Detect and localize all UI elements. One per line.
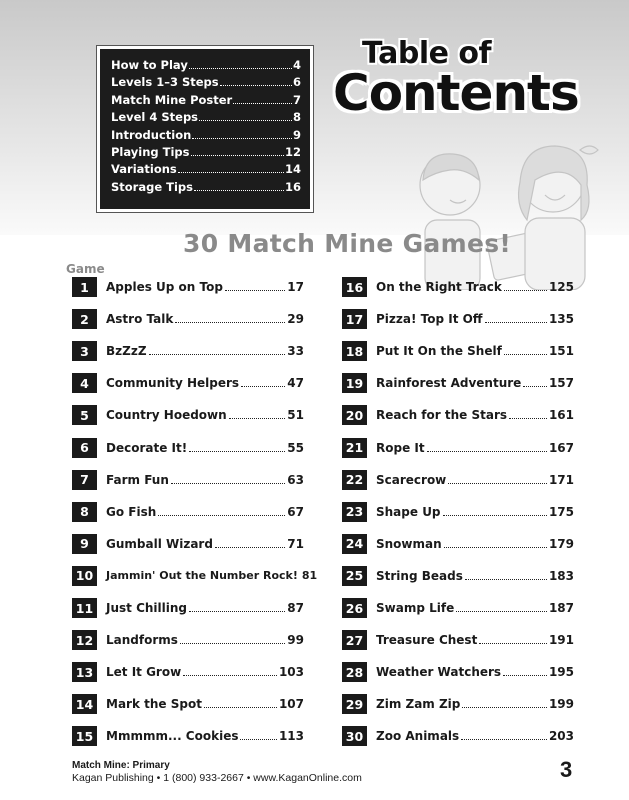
game-row[interactable] (342, 438, 574, 458)
game-number-badge: 15 (72, 726, 97, 746)
toc-item-page: 8 (292, 110, 301, 125)
leader-dots (189, 610, 285, 612)
leader-dots (240, 738, 276, 740)
game-name: Weather Watchers (376, 665, 502, 680)
toc-item-page: 6 (292, 75, 301, 90)
game-column-label: Game (66, 262, 105, 276)
leader-dots (225, 289, 285, 291)
game-page: 199 (548, 697, 574, 712)
leader-dots (220, 84, 292, 86)
game-number-badge: 12 (72, 630, 97, 650)
game-row[interactable] (72, 277, 304, 297)
game-number-badge: 25 (342, 566, 367, 586)
game-row[interactable] (342, 341, 574, 361)
toc-item-label: Levels 1–3 Steps (111, 75, 219, 90)
game-row[interactable] (72, 438, 304, 458)
game-page: 195 (548, 665, 574, 680)
game-number-badge: 14 (72, 694, 97, 714)
game-page: 33 (287, 344, 304, 359)
game-name: Zoo Animals (376, 729, 460, 744)
game-name: Rainforest Adventure (376, 376, 522, 391)
game-row[interactable] (72, 502, 304, 522)
toc-item-page: 7 (292, 92, 301, 107)
leader-dots (523, 385, 547, 387)
game-page: 125 (548, 280, 574, 294)
game-page: 67 (287, 504, 304, 519)
leader-dots (504, 353, 547, 355)
game-row[interactable] (342, 694, 574, 714)
game-name: Jammin' Out the Number Rock! (106, 569, 298, 583)
game-number-badge: 30 (342, 726, 367, 746)
game-number-badge: 13 (72, 662, 97, 682)
game-page: 175 (548, 504, 574, 519)
game-name: Shape Up (376, 504, 441, 519)
game-page: 51 (287, 408, 304, 423)
game-page: 183 (548, 568, 574, 583)
game-name: Landforms (106, 633, 178, 648)
game-row[interactable] (72, 662, 304, 682)
game-number-badge: 18 (342, 341, 367, 361)
leader-dots (191, 154, 284, 156)
games-heading: 30 Match Mine Games! (183, 229, 512, 258)
leader-dots (229, 417, 286, 419)
game-number-badge: 7 (72, 470, 97, 490)
leader-dots (178, 171, 284, 173)
game-name: String Beads (376, 568, 463, 583)
game-page: 47 (287, 376, 304, 391)
toc-item-label: How to Play (111, 58, 188, 72)
game-row[interactable] (342, 502, 574, 522)
leader-dots (444, 546, 547, 548)
toc-item[interactable] (111, 127, 301, 144)
game-page: 55 (287, 440, 304, 455)
game-name: Decorate It! (106, 440, 188, 455)
toc-item-label: Match Mine Poster (111, 92, 233, 107)
game-page: 87 (287, 601, 304, 615)
game-page: 167 (548, 440, 574, 455)
game-number-badge: 17 (342, 309, 367, 329)
game-page: 17 (287, 280, 304, 294)
game-number-badge: 19 (342, 373, 367, 393)
game-name: Snowman (376, 536, 442, 551)
game-page: 63 (287, 472, 304, 487)
game-number-badge: 1 (72, 277, 97, 297)
game-row[interactable] (342, 566, 574, 586)
game-row[interactable] (72, 598, 304, 618)
leader-dots (509, 417, 547, 419)
leader-dots (461, 738, 547, 740)
toc-item-label: Playing Tips (111, 145, 190, 160)
game-name: Scarecrow (376, 472, 447, 487)
toc-item[interactable] (111, 161, 301, 178)
leader-dots (462, 706, 547, 708)
game-row[interactable] (342, 662, 574, 682)
leader-dots (180, 642, 285, 644)
game-number-badge: 2 (72, 309, 97, 329)
game-row[interactable] (72, 630, 304, 650)
toc-box (97, 46, 313, 212)
leader-dots (189, 450, 285, 452)
game-row[interactable] (72, 726, 304, 746)
footer-book-title: Match Mine: Primary (72, 760, 170, 771)
game-number-badge: 6 (72, 438, 97, 458)
page-title-line1: Table of (362, 36, 492, 71)
game-name: Just Chilling (106, 601, 187, 615)
game-number-badge: 5 (72, 405, 97, 425)
leader-dots (204, 706, 277, 708)
game-page: 103 (278, 665, 304, 680)
game-row[interactable] (342, 373, 574, 393)
page-title-line2: Contents (333, 64, 579, 122)
game-name: Astro Talk (106, 312, 174, 327)
game-number-badge: 23 (342, 502, 367, 522)
toc-item-page: 4 (292, 58, 301, 72)
toc-item[interactable] (111, 74, 301, 91)
game-name: Gumball Wizard (106, 536, 213, 551)
game-number-badge: 4 (72, 373, 97, 393)
leader-dots (158, 514, 285, 516)
game-number-badge: 29 (342, 694, 367, 714)
leader-dots (241, 385, 285, 387)
toc-item[interactable] (111, 92, 301, 109)
game-name: Zim Zam Zip (376, 697, 461, 712)
game-number-badge: 10 (72, 566, 97, 586)
game-row[interactable] (342, 277, 574, 297)
game-number-badge: 11 (72, 598, 97, 618)
game-row[interactable] (72, 566, 318, 586)
game-name: Apples Up on Top (106, 280, 223, 294)
game-page: 135 (548, 312, 574, 327)
leader-dots (443, 514, 547, 516)
leader-dots (183, 674, 277, 676)
leader-dots (504, 289, 547, 291)
game-number-badge: 22 (342, 470, 367, 490)
game-row[interactable] (342, 534, 574, 554)
game-name: BzZzZ (106, 344, 147, 359)
game-page: 203 (548, 729, 574, 744)
game-row[interactable] (72, 341, 304, 361)
toc-item[interactable] (111, 57, 301, 74)
leader-dots (194, 189, 284, 191)
toc-item[interactable] (111, 144, 301, 161)
game-page: 191 (548, 633, 574, 648)
leader-dots (149, 353, 286, 355)
leader-dots (171, 482, 285, 484)
game-row[interactable] (72, 534, 304, 554)
leader-dots (503, 674, 547, 676)
leader-dots (233, 102, 292, 104)
game-name: Put It On the Shelf (376, 344, 502, 359)
game-name: Pizza! Top It Off (376, 312, 483, 327)
game-page: 71 (287, 536, 304, 551)
game-page: 161 (548, 408, 574, 423)
toc-item-page: 12 (284, 145, 301, 160)
toc-item-label: Introduction (111, 127, 192, 142)
game-name: Community Helpers (106, 376, 240, 391)
leader-dots (485, 321, 547, 323)
leader-dots (465, 578, 547, 580)
toc-item-label: Level 4 Steps (111, 110, 199, 125)
game-number-badge: 27 (342, 630, 367, 650)
toc-item[interactable] (111, 109, 301, 126)
game-page: 171 (548, 472, 574, 487)
game-number-badge: 9 (72, 534, 97, 554)
leader-dots (192, 137, 292, 139)
game-number-badge: 3 (72, 341, 97, 361)
toc-item-page: 16 (284, 179, 301, 194)
toc-item-label: Variations (111, 162, 177, 177)
game-number-badge: 24 (342, 534, 367, 554)
game-name: Swamp Life (376, 601, 455, 615)
leader-dots (189, 67, 292, 69)
game-page: 151 (548, 344, 574, 359)
game-page: 113 (278, 729, 304, 744)
game-row[interactable] (72, 373, 304, 393)
game-row[interactable] (72, 309, 304, 329)
game-row[interactable] (72, 694, 304, 714)
leader-dots (456, 610, 547, 612)
page-number: 3 (560, 757, 573, 782)
game-row[interactable] (72, 405, 304, 425)
game-name: Let It Grow (106, 665, 182, 680)
game-name: Mark the Spot (106, 697, 202, 712)
game-number-badge: 21 (342, 438, 367, 458)
toc-item-page: 9 (292, 127, 301, 142)
game-number-badge: 8 (72, 502, 97, 522)
leader-dots (448, 482, 547, 484)
game-name: Country Hoedown (106, 408, 227, 423)
game-name: Mmmmm... Cookies (106, 729, 239, 744)
game-page: 157 (548, 376, 574, 391)
children-illustration (395, 140, 629, 290)
game-name: Farm Fun (106, 472, 169, 487)
leader-dots (215, 546, 285, 548)
game-number-badge: 26 (342, 598, 367, 618)
footer-publisher: Kagan Publishing • 1 (800) 933-2667 • www.KaganOnline.com (72, 772, 362, 784)
game-name: On the Right Track (376, 280, 502, 294)
game-page: 81 (301, 569, 318, 583)
toc-item[interactable] (111, 179, 301, 196)
leader-dots (427, 450, 547, 452)
game-row[interactable] (342, 470, 574, 490)
game-number-badge: 28 (342, 662, 367, 682)
game-row[interactable] (342, 630, 574, 650)
game-page: 187 (548, 601, 574, 615)
game-row[interactable] (342, 405, 574, 425)
game-page: 179 (548, 536, 574, 551)
game-page: 107 (278, 697, 304, 712)
game-row[interactable] (342, 726, 574, 746)
toc-item-label: Storage Tips (111, 179, 194, 194)
game-number-badge: 20 (342, 405, 367, 425)
game-name: Reach for the Stars (376, 408, 508, 423)
leader-dots (199, 119, 292, 121)
game-page: 99 (287, 633, 304, 648)
game-name: Go Fish (106, 504, 157, 519)
leader-dots (479, 642, 547, 644)
game-row[interactable] (72, 470, 304, 490)
leader-dots (175, 321, 285, 323)
game-row[interactable] (342, 598, 574, 618)
game-name: Rope It (376, 440, 425, 455)
game-page: 29 (287, 312, 304, 327)
toc-item-page: 14 (284, 162, 301, 177)
game-name: Treasure Chest (376, 633, 478, 648)
game-row[interactable] (342, 309, 574, 329)
game-number-badge: 16 (342, 277, 367, 297)
